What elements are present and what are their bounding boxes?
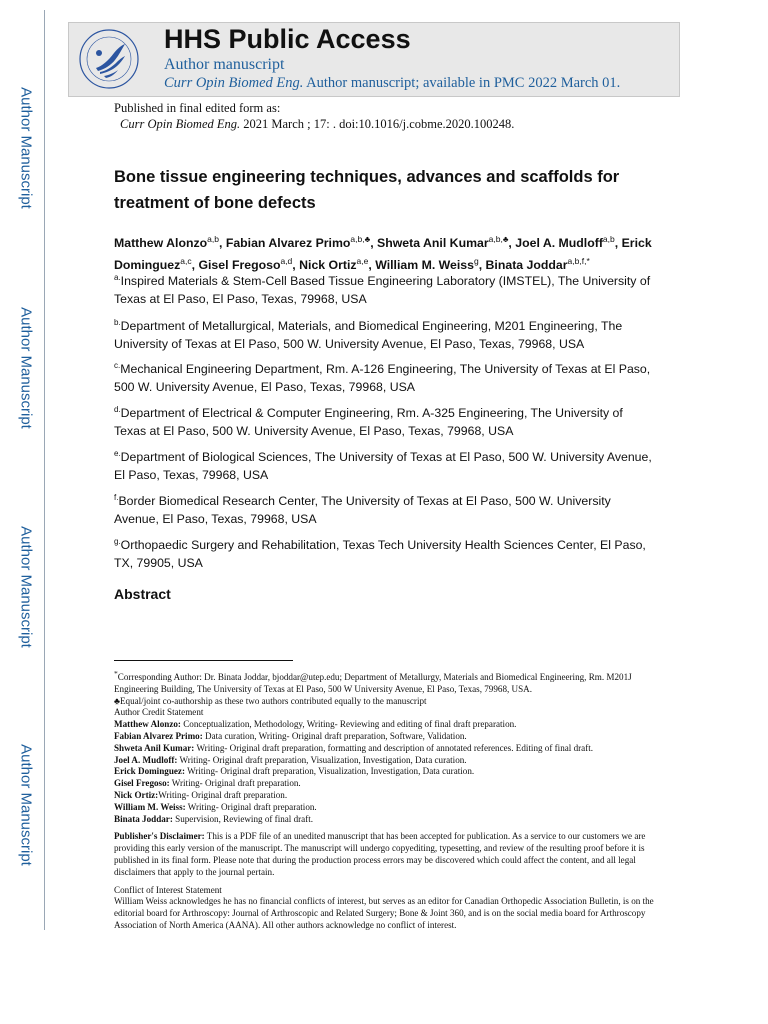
affiliation: $^{d.}$Department of Electrical & Computer Engineering, Rm. A-325 Engineering, The University of Texas at El Paso, 500 W. University Avenue, El Paso, Texas, 79968, USA <box>114 405 623 439</box>
side-label: Author Manuscript <box>17 526 35 648</box>
author-list: Matthew Alonzo$^{a,b}$, Fabian Alvarez Primo$^{a,b,♣}$, Shweta Anil Kumar$^{a,b,♣}$, Joel A. Mudloff$^{a,b}$, Erick Dominguez$^{a,c}$, Gisel Fregoso$^{a,d}$, Nick Ortiz$^{a,e}$, William M. Weiss$^g$, Binata Joddar$^{a,b,f,*}$ <box>114 234 652 273</box>
side-label: Author Manuscript <box>17 744 35 866</box>
published-citation: Curr Opin Biomed Eng. 2021 March ; 17: . doi:10.1016/j.cobme.2020.100248. <box>120 117 515 131</box>
published-intro: Published in final edited form as: <box>114 101 281 115</box>
equal-contribution-note: ♣Equal/joint co-authorship as these two authors contributed equally to the manuscript <box>114 695 427 706</box>
author-name: Nick Ortiz <box>299 258 357 273</box>
header-subtitle: Author manuscript <box>164 56 285 73</box>
corresponding-author-note: *Corresponding Author: Dr. Binata Joddar, bjoddar@utep.edu; Department of Metallurgy, Materials and Biomedical Engineering, Rm. M201J Engineering Building, The University of Texas at El Paso, 500 W University Avenue, El Paso, Texas, 79968, USA. <box>114 669 632 694</box>
credit-heading: Author Credit Statement <box>114 707 204 718</box>
conflict-heading: Conflict of Interest Statement <box>114 884 222 895</box>
paper-title: Bone tissue engineering techniques, advances and scaffolds for treatment of bone defects <box>114 168 620 212</box>
affiliation: $^{a.}$Inspired Materials & Stem-Cell Based Tissue Engineering Laboratory (IMSTEL), The University of Texas at El Paso, El Paso, Texas, 79968, USA <box>114 273 651 307</box>
abstract-heading: Abstract <box>114 586 171 602</box>
footnote-rule <box>114 660 293 661</box>
author-name: Binata Joddar <box>485 258 568 273</box>
author-name: Gisel Fregoso <box>198 258 281 273</box>
affiliation: $^{c.}$Mechanical Engineering Department, Rm. A-126 Engineering, The University of Texas at El Paso, 500 W. University Avenue, El Paso, Texas, 79968, USA <box>114 361 651 395</box>
credit-line: Binata Joddar: Supervision, Reviewing of final draft. <box>114 813 314 824</box>
affiliation: $^{e.}$Department of Biological Sciences, The University of Texas at El Paso, 500 W. University Avenue, El Paso, Texas, 79968, USA <box>114 449 652 483</box>
credit-line: Gisel Fregoso: Writing- Original draft preparation. <box>114 778 301 789</box>
journal-name: Curr Opin Biomed Eng. <box>164 75 304 91</box>
credit-line: Matthew Alonzo: Conceptualization, Methodology, Writing- Reviewing and editing of final draft preparation. <box>114 719 517 730</box>
header-availability: Curr Opin Biomed Eng. Author manuscript; available in PMC 2022 March 01. <box>164 75 621 91</box>
credit-line: Nick Ortiz:Writing- Original draft preparation. <box>114 790 288 800</box>
footnotes <box>114 668 659 932</box>
side-label: Author Manuscript <box>17 307 35 429</box>
conflict-statement: William Weiss acknowledges he has no financial conflicts of interest, but serves as an editor for Canadian Orthopedic Association Bulletin, is on the editorial board for Arthroscopy: Journal of Arthroscopic and Related Surgery; Bone & Joint 360, and is on the social media board for Arthroscopy Association of North America (AANA). All other authors acknowledge no conflict of interest. <box>114 896 654 930</box>
credit-line: Erick Dominguez: Writing- Original draft preparation, Visualization, Investigation, Data curation. <box>114 766 475 777</box>
affiliation: $^{g.}$Orthopaedic Surgery and Rehabilitation, Texas Tech University Health Sciences Center, El Paso, TX, 79905, USA <box>114 537 646 571</box>
affiliation: $^{f.}$Border Biomedical Research Center, The University of Texas at El Paso, 500 W. University Avenue, El Paso, Texas, 79968, USA <box>114 493 611 527</box>
publisher-disclaimer: Publisher's Disclaimer: This is a PDF file of an unedited manuscript that has been accepted for publication. As a service to our customers we are providing this early version of the manuscript. The manuscript will undergo copyediting, typesetting, and review of the resulting proof before it is published in its final form. Please note that during the production process errors may be discovered which could affect the content, and all legal disclaimers that apply to the journal pertain. <box>114 831 646 877</box>
margin-rule <box>44 10 45 930</box>
author-name: Matthew Alonzo <box>114 236 208 251</box>
credit-line: Joel A. Mudloff: Writing- Original draft preparation, Visualization, Investigation, Data curation. <box>114 754 467 765</box>
author-name: William M. Weiss <box>375 258 474 273</box>
author-name: Shweta Anil Kumar <box>377 236 489 251</box>
credit-line: Fabian Alvarez Primo: Data curation, Writing- Original draft preparation, Software, Validation. <box>114 731 467 742</box>
affiliation: $^{b.}$Department of Metallurgical, Materials, and Biomedical Engineering, M201 Engineering, The University of Texas at El Paso, 500 W. University Avenue, El Paso, Texas, 79968, USA <box>114 318 623 352</box>
author-name: Erick Dominguez <box>114 236 652 273</box>
hhs-seal-icon <box>78 28 140 90</box>
side-label: Author Manuscript <box>17 87 35 209</box>
credit-line: William M. Weiss: Writing- Original draft preparation. <box>114 801 317 812</box>
author-name: Fabian Alvarez Primo <box>225 236 351 251</box>
author-name: Joel A. Mudloff <box>515 236 603 251</box>
header-title: HHS Public Access <box>164 24 411 54</box>
credit-line: Shweta Anil Kumar: Writing- Original draft preparation, formatting and description of annotated references. Editing of final draft. <box>114 742 594 753</box>
